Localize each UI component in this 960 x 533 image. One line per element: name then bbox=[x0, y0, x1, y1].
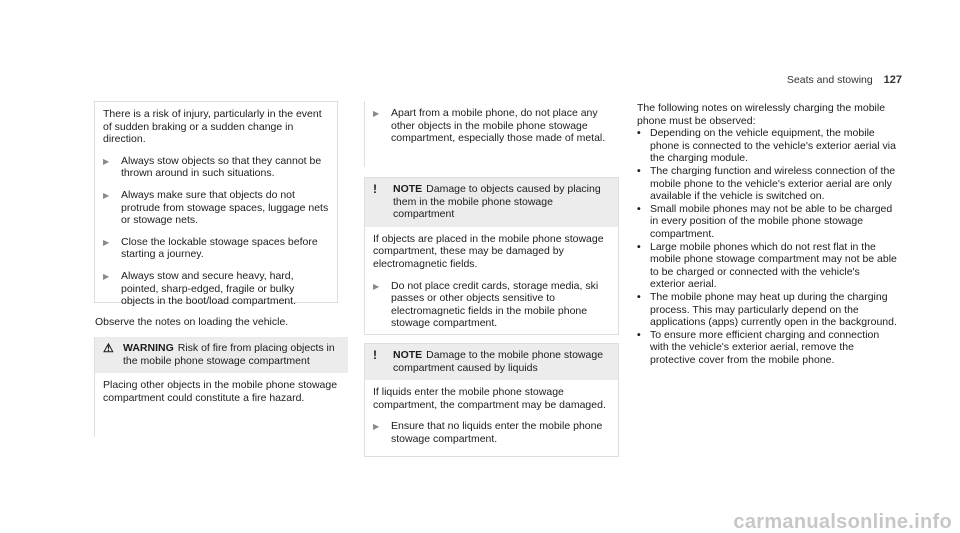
triangle-bullet-icon: ▶ bbox=[103, 190, 110, 200]
list-text: Depending on the vehicle equipment, the mobile phone is connected to the vehicle's exterior aerial via the charging module. bbox=[650, 127, 896, 165]
note-keyword: NOTE bbox=[393, 349, 423, 361]
list-item bbox=[103, 155, 329, 180]
note-body bbox=[365, 227, 618, 338]
warning-keyword: WARNING bbox=[123, 342, 174, 354]
section-title: Seats and stowing bbox=[786, 74, 873, 86]
list-text: Large mobile phones which do not rest flat in the mobile phone stowage compartment may not be able to be charged or connected with the vehicle's exterior aerial. bbox=[650, 240, 897, 291]
list-item bbox=[103, 270, 329, 308]
page-number: 127 bbox=[883, 74, 902, 86]
note-exclamation-icon: ! bbox=[373, 348, 377, 362]
bullet-text: Apart from a mobile phone, do not place any other objects in the mobile phone stowage compartment, especially those made of metal. bbox=[391, 107, 606, 145]
note-title: Damage to objects caused by placing them in the mobile phone stowage compartment bbox=[393, 183, 601, 221]
list-item bbox=[373, 280, 610, 330]
bullet-text: Always make sure that objects do not protrude from stowage spaces, luggage nets or stowage nets. bbox=[121, 188, 329, 227]
observe-note: Observe the notes on loading the vehicle. bbox=[95, 316, 289, 328]
note-title: Damage to the mobile phone stowage compartment caused by liquids bbox=[393, 349, 604, 374]
list-item bbox=[637, 329, 897, 367]
triangle-bullet-icon: ▶ bbox=[373, 281, 380, 291]
triangle-bullet-icon: ▶ bbox=[103, 237, 110, 247]
charging-notes-list bbox=[637, 127, 897, 366]
warning-box bbox=[94, 337, 348, 437]
list-item bbox=[373, 420, 610, 445]
note-header bbox=[365, 178, 618, 227]
triangle-bullet-icon: ▶ bbox=[373, 109, 380, 118]
watermark-text: carmanualsonline.info bbox=[733, 511, 952, 533]
warning-body: Placing other objects in the mobile phone stowage compartment could constitute a fire hazard. bbox=[103, 379, 338, 404]
list-item bbox=[103, 189, 329, 227]
warning-title: Risk of fire from placing objects in the mobile phone stowage compartment bbox=[123, 342, 335, 367]
bullet-dot-icon: • bbox=[637, 290, 641, 303]
injury-intro: There is a risk of injury, particularly in the event of sudden braking or a sudden change in direction. bbox=[103, 108, 322, 146]
note-body bbox=[365, 380, 618, 453]
bullet-dot-icon: • bbox=[637, 240, 641, 253]
note-header bbox=[365, 344, 618, 380]
list-item bbox=[373, 107, 611, 145]
list-text: To ensure more efficient charging and connection with the vehicle's exterior aerial, remove the protective cover from the mobile phone. bbox=[650, 328, 880, 366]
triangle-bullet-icon: ▶ bbox=[103, 156, 110, 166]
injury-risk-box bbox=[94, 101, 338, 308]
note-text: If objects are placed in the mobile phone stowage compartment, these may be damaged by electromagnetic fields. bbox=[373, 232, 604, 270]
note-box-objects bbox=[364, 177, 619, 335]
list-item bbox=[637, 127, 897, 165]
list-item bbox=[103, 236, 329, 261]
list-item bbox=[637, 203, 897, 241]
note-box-liquids bbox=[364, 343, 619, 457]
list-item bbox=[637, 291, 897, 329]
phone-objects-block bbox=[364, 101, 619, 167]
bullet-text: Do not place credit cards, storage media, ski passes or other objects sensitive to electromagnetic fields in the mobile phone stowage compartment. bbox=[391, 279, 599, 330]
list-item bbox=[637, 165, 897, 203]
page-header bbox=[787, 74, 902, 87]
charging-intro: The following notes on wirelessly charging the mobile phone must be observed: bbox=[637, 102, 886, 127]
wireless-charging-notes bbox=[637, 102, 897, 366]
bullet-text: Close the lockable stowage spaces before starting a journey. bbox=[121, 235, 318, 261]
warning-triangle-icon: ⚠ bbox=[103, 341, 114, 355]
bullet-text: Always stow objects so that they cannot be thrown around in such situations. bbox=[121, 154, 322, 180]
warning-header bbox=[95, 337, 348, 373]
bullet-dot-icon: • bbox=[637, 164, 641, 177]
triangle-bullet-icon: ▶ bbox=[103, 271, 110, 281]
note-exclamation-icon: ! bbox=[373, 182, 377, 196]
note-keyword: NOTE bbox=[393, 183, 423, 195]
list-text: The mobile phone may heat up during the charging process. This may particularly depend on the applications (apps) currently open in the background. bbox=[650, 290, 897, 329]
bullet-text: Ensure that no liquids enter the mobile phone stowage compartment. bbox=[391, 420, 603, 445]
bullet-dot-icon: • bbox=[637, 328, 641, 341]
list-item bbox=[637, 241, 897, 291]
list-text: Small mobile phones may not be able to be charged in every position of the mobile phone stowage compartment. bbox=[650, 202, 893, 240]
list-text: The charging function and wireless connection of the mobile phone to the vehicle's exterior aerial are only available if the vehicle is switched on. bbox=[650, 164, 896, 203]
note-text: If liquids enter the mobile phone stowage compartment, the compartment may be damaged. bbox=[373, 386, 606, 411]
bullet-dot-icon: • bbox=[637, 127, 641, 140]
bullet-dot-icon: • bbox=[637, 202, 641, 215]
triangle-bullet-icon: ▶ bbox=[373, 422, 380, 432]
bullet-text: Always stow and secure heavy, hard, pointed, sharp-edged, fragile or bulky objects in the boot/load compartment. bbox=[121, 269, 297, 308]
